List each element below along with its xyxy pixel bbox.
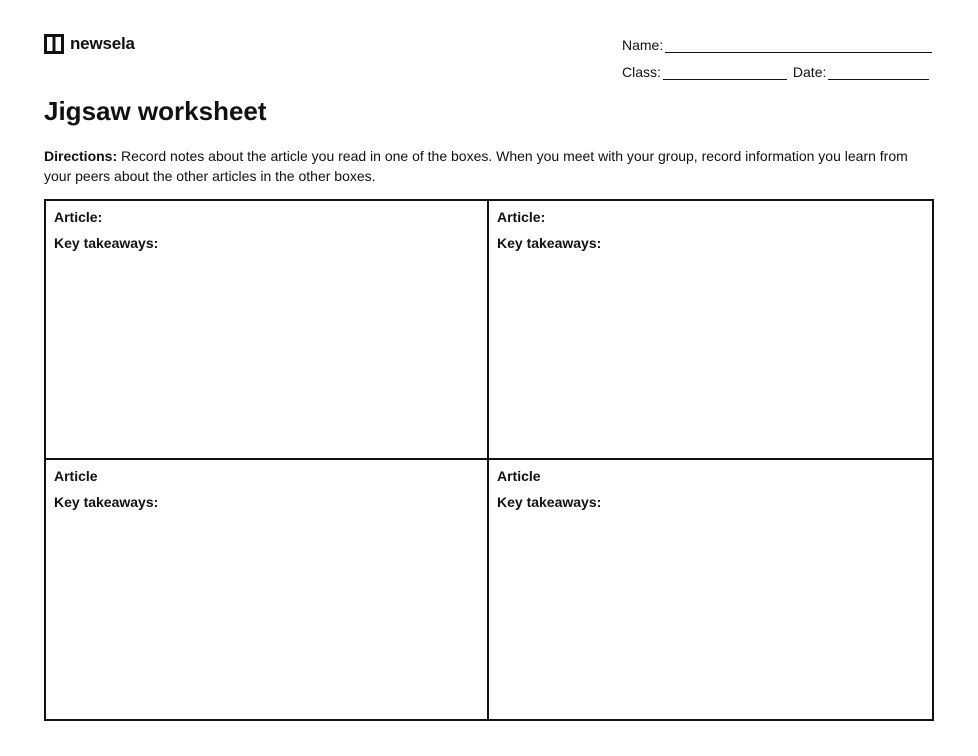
takeaways-label: Key takeaways: <box>54 494 159 510</box>
logo-text: newsela <box>70 34 135 53</box>
name-row <box>622 35 932 53</box>
class-label: Class: <box>622 64 661 80</box>
article-label: Article: <box>54 209 103 225</box>
name-label: Name: <box>622 37 664 53</box>
jigsaw-box-4[interactable] <box>489 460 932 719</box>
jigsaw-box-2[interactable] <box>489 201 932 460</box>
date-field[interactable] <box>828 63 929 80</box>
date-label: Date: <box>792 64 827 80</box>
takeaways-label: Key takeaways: <box>497 494 602 510</box>
directions <box>44 146 924 186</box>
book-logo-icon <box>44 34 64 54</box>
takeaways-label: Key takeaways: <box>54 235 159 251</box>
newsela-logo <box>44 34 135 54</box>
article-label: Article <box>497 468 541 484</box>
takeaways-label: Key takeaways: <box>497 235 602 251</box>
directions-text: Record notes about the article you read in one of the boxes. When you meet with your group, record information you learn from your peers about the other articles in the other boxes. <box>44 148 908 184</box>
jigsaw-box-3[interactable] <box>46 460 489 719</box>
directions-label: Directions: <box>44 148 118 164</box>
student-info-fields <box>622 35 932 89</box>
jigsaw-grid <box>44 199 934 721</box>
page-title: Jigsaw worksheet <box>44 96 267 126</box>
jigsaw-box-1[interactable] <box>46 201 489 460</box>
name-field[interactable] <box>665 36 932 53</box>
class-field[interactable] <box>663 63 787 80</box>
article-label: Article: <box>497 209 546 225</box>
class-date-row <box>622 62 932 80</box>
article-label: Article <box>54 468 98 484</box>
